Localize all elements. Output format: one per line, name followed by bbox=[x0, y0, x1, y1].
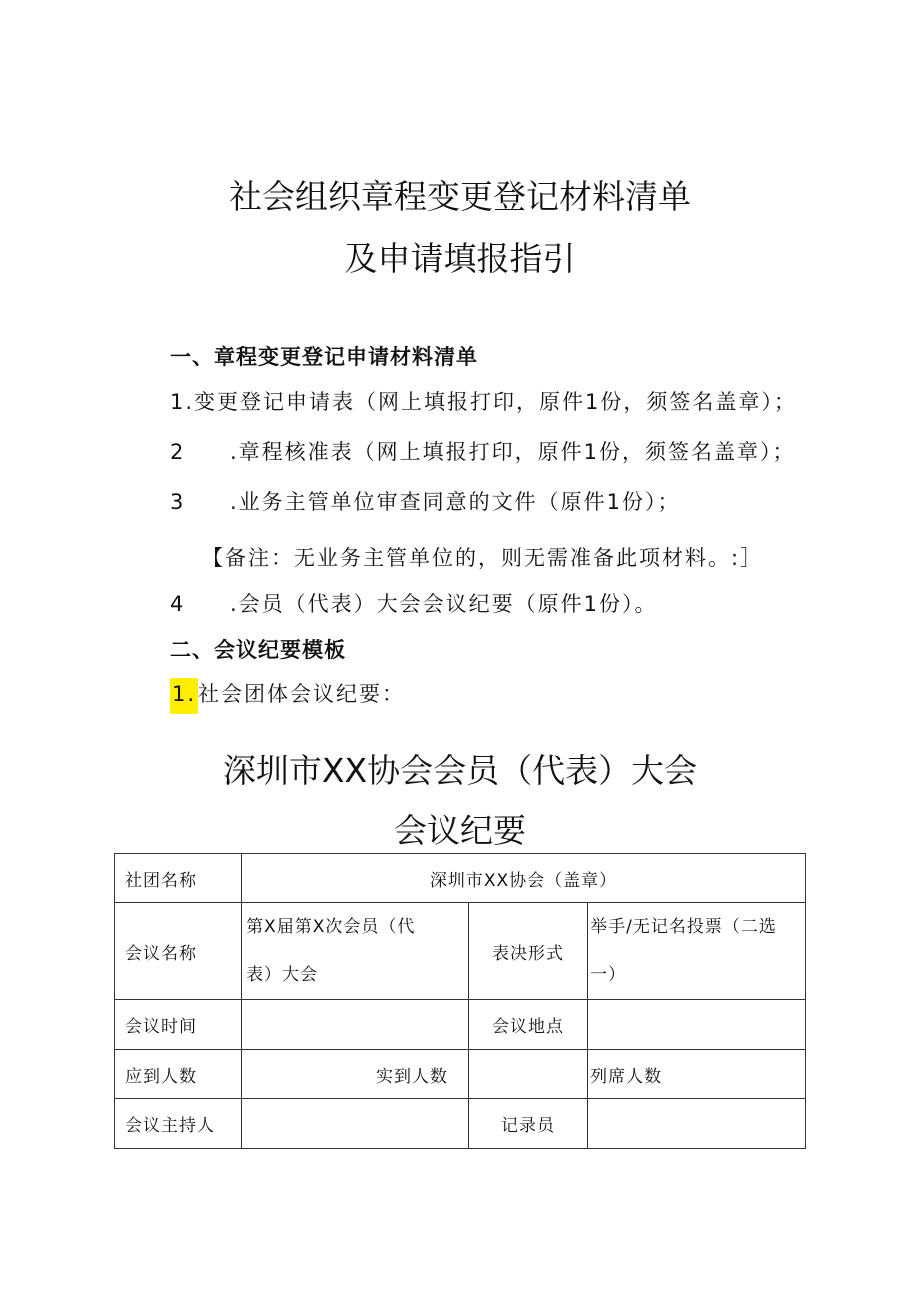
table-cell-label: 会议主持人 bbox=[115, 1099, 242, 1149]
meeting-name-line1: 第X届第X次会员（代 bbox=[246, 917, 416, 937]
list-item-text: .会员（代表）大会会议纪要（原件1份）。 bbox=[230, 592, 658, 616]
document-title-line1: 社会组织章程变更登记材料清单 bbox=[229, 177, 691, 216]
table-cell-recorder-value bbox=[588, 1099, 806, 1149]
table-cell-vote-form bbox=[588, 903, 806, 1000]
section2-heading: 二、会议纪要模板 bbox=[170, 638, 346, 662]
table-cell-label: 实到人数 bbox=[242, 1050, 469, 1099]
table-row bbox=[115, 1050, 806, 1099]
section1-heading: 一、章程变更登记申请材料清单 bbox=[170, 345, 478, 369]
section2-item-text: 社会团体会议纪要： bbox=[198, 682, 406, 706]
table-cell-label: 应到人数 bbox=[115, 1050, 242, 1099]
table-cell-label: 会议时间 bbox=[115, 1000, 242, 1050]
table-cell-label: 会议地点 bbox=[468, 1000, 587, 1050]
list-item-number: 1 bbox=[170, 390, 186, 414]
list-item-number: 2 bbox=[170, 440, 186, 464]
list-item-3 bbox=[170, 486, 681, 516]
list-item-1 bbox=[170, 386, 797, 416]
table-row bbox=[115, 1099, 806, 1149]
table-cell-label: 表决形式 bbox=[468, 903, 587, 1000]
vote-form-line2: 一） bbox=[590, 965, 627, 985]
list-item-text: .章程核准表（网上填报打印，原件1份，须签名盖章）； bbox=[230, 440, 796, 464]
highlighted-number: 1. bbox=[170, 678, 198, 714]
table-cell-place-value bbox=[588, 1000, 806, 1050]
table-cell-label: 社团名称 bbox=[115, 854, 242, 903]
table-cell-org-name: 深圳市XX协会（盖章） bbox=[242, 854, 806, 903]
note: 【备注：无业务主管单位的，则无需准备此项材料。:］ bbox=[202, 546, 764, 570]
list-item-text: .变更登记申请表（网上填报打印，原件1份，须签名盖章）； bbox=[185, 390, 797, 414]
list-item-number: 4 bbox=[170, 592, 186, 616]
document-title-line2: 及申请填报指引 bbox=[344, 239, 576, 278]
vote-form-line1: 举手/无记名投票（二选 bbox=[590, 917, 777, 937]
meeting-name-line2: 表）大会 bbox=[246, 965, 319, 985]
meeting-minutes-table bbox=[114, 853, 806, 1149]
table-cell-time-value bbox=[242, 1000, 469, 1050]
table-row bbox=[115, 1000, 806, 1050]
template-title-line2: 会议纪要 bbox=[394, 811, 526, 850]
table-cell-label: 列席人数 bbox=[588, 1050, 806, 1099]
table-cell-label: 会议名称 bbox=[115, 903, 242, 1000]
table-cell-meeting-name bbox=[242, 903, 469, 1000]
list-item-number: 3 bbox=[170, 490, 186, 514]
table-row bbox=[115, 854, 806, 903]
template-title-line1: 深圳市XX协会会员（代表）大会 bbox=[222, 751, 698, 790]
list-item-4 bbox=[170, 588, 658, 618]
table-cell-empty bbox=[468, 1050, 587, 1099]
list-item-2 bbox=[170, 436, 796, 466]
list-item-text: .业务主管单位审查同意的文件（原件1份）； bbox=[230, 490, 681, 514]
table-row bbox=[115, 903, 806, 1000]
table-cell-host-value bbox=[242, 1099, 469, 1149]
table-cell-label: 记录员 bbox=[468, 1099, 587, 1149]
section2-item-1 bbox=[170, 678, 405, 708]
